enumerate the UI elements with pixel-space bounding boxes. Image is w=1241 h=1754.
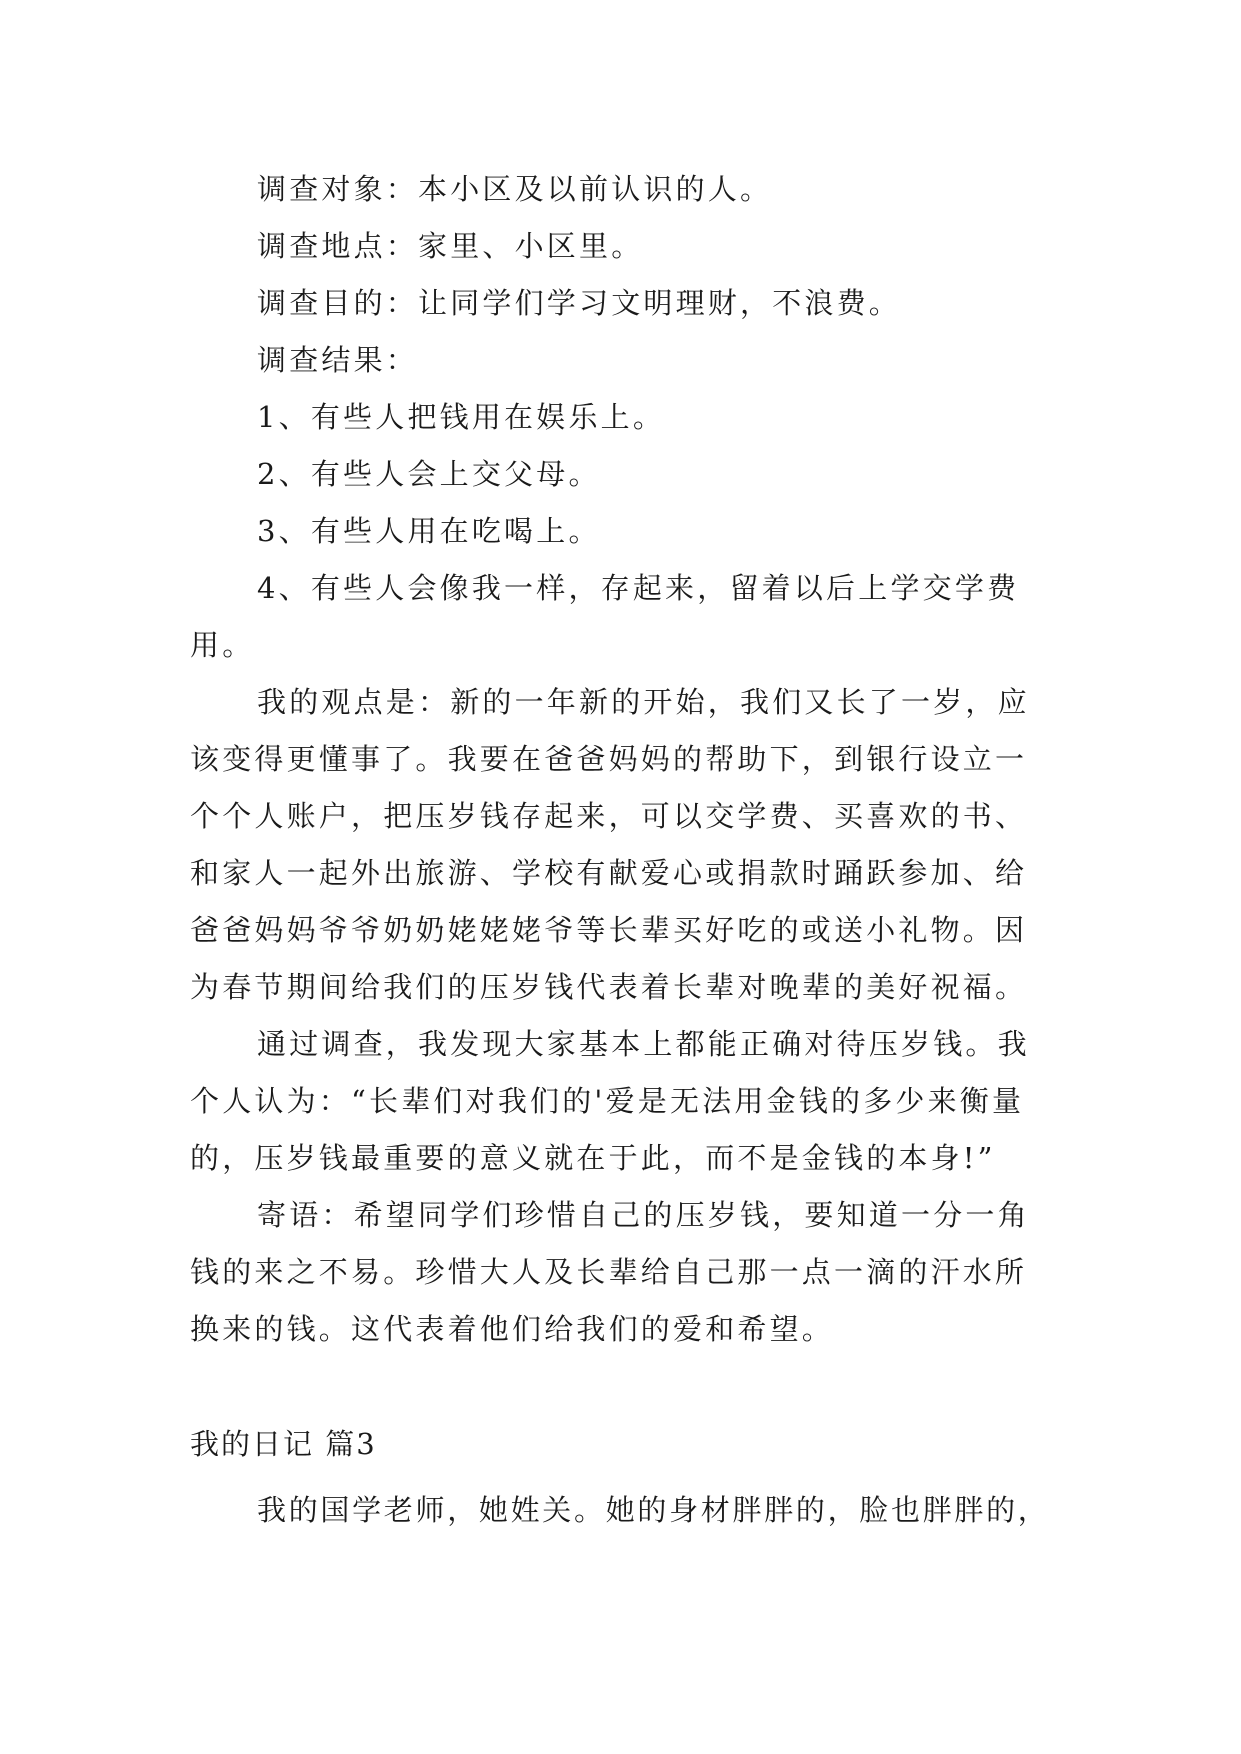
- conclusion-paragraph-line: 通过调查，我发现大家基本上都能正确对待压岁钱。我: [257, 1027, 1030, 1061]
- survey-subject-line: 调查对象：本小区及以前认识的人。: [257, 172, 773, 206]
- opinion-paragraph-line: 个个人账户，把压岁钱存起来，可以交学费、买喜欢的书、: [190, 799, 1028, 833]
- next-section-paragraph-line: 我的国学老师，她姓关。她的身材胖胖的，脸也胖胖的，: [257, 1493, 1050, 1527]
- conclusion-paragraph-line: 的，压岁钱最重要的意义就在于此，而不是金钱的本身!”: [190, 1141, 996, 1175]
- opinion-paragraph-line: 为春节期间给我们的压岁钱代表着长辈对晚辈的美好祝福。: [190, 970, 1028, 1004]
- survey-result-item: 4、有些人会像我一样，存起来，留着以后上学交学费: [257, 571, 1020, 605]
- opinion-paragraph-line: 该变得更懂事了。我要在爸爸妈妈的帮助下，到银行设立一: [190, 742, 1028, 776]
- survey-result-item: 1、有些人把钱用在娱乐上。: [257, 400, 666, 434]
- survey-purpose-line: 调查目的：让同学们学习文明理财，不浪费。: [257, 286, 902, 320]
- message-paragraph-line: 换来的钱。这代表着他们给我们的爱和希望。: [190, 1312, 835, 1346]
- survey-result-item: 2、有些人会上交父母。: [257, 457, 601, 491]
- conclusion-paragraph-line: 个人认为：“长辈们对我们的'爱是无法用金钱的多少来衡量: [190, 1084, 1025, 1118]
- survey-location-line: 调查地点：家里、小区里。: [257, 229, 644, 263]
- survey-results-heading: 调查结果：: [257, 343, 419, 377]
- opinion-paragraph-line: 爸爸妈妈爷爷奶奶姥姥姥爷等长辈买好吃的或送小礼物。因: [190, 913, 1028, 947]
- section-title: 我的日记 篇3: [190, 1427, 377, 1461]
- message-paragraph-line: 钱的来之不易。珍惜大人及长辈给自己那一点一滴的汗水所: [190, 1255, 1028, 1289]
- opinion-paragraph-line: 和家人一起外出旅游、学校有献爱心或捐款时踊跃参加、给: [190, 856, 1028, 890]
- message-paragraph-line: 寄语：希望同学们珍惜自己的压岁钱，要知道一分一角: [257, 1198, 1030, 1232]
- survey-result-item: 3、有些人用在吃喝上。: [257, 514, 601, 548]
- survey-result-item-continued: 用。: [190, 628, 255, 662]
- opinion-paragraph-line: 我的观点是：新的一年新的开始，我们又长了一岁，应: [257, 685, 1030, 719]
